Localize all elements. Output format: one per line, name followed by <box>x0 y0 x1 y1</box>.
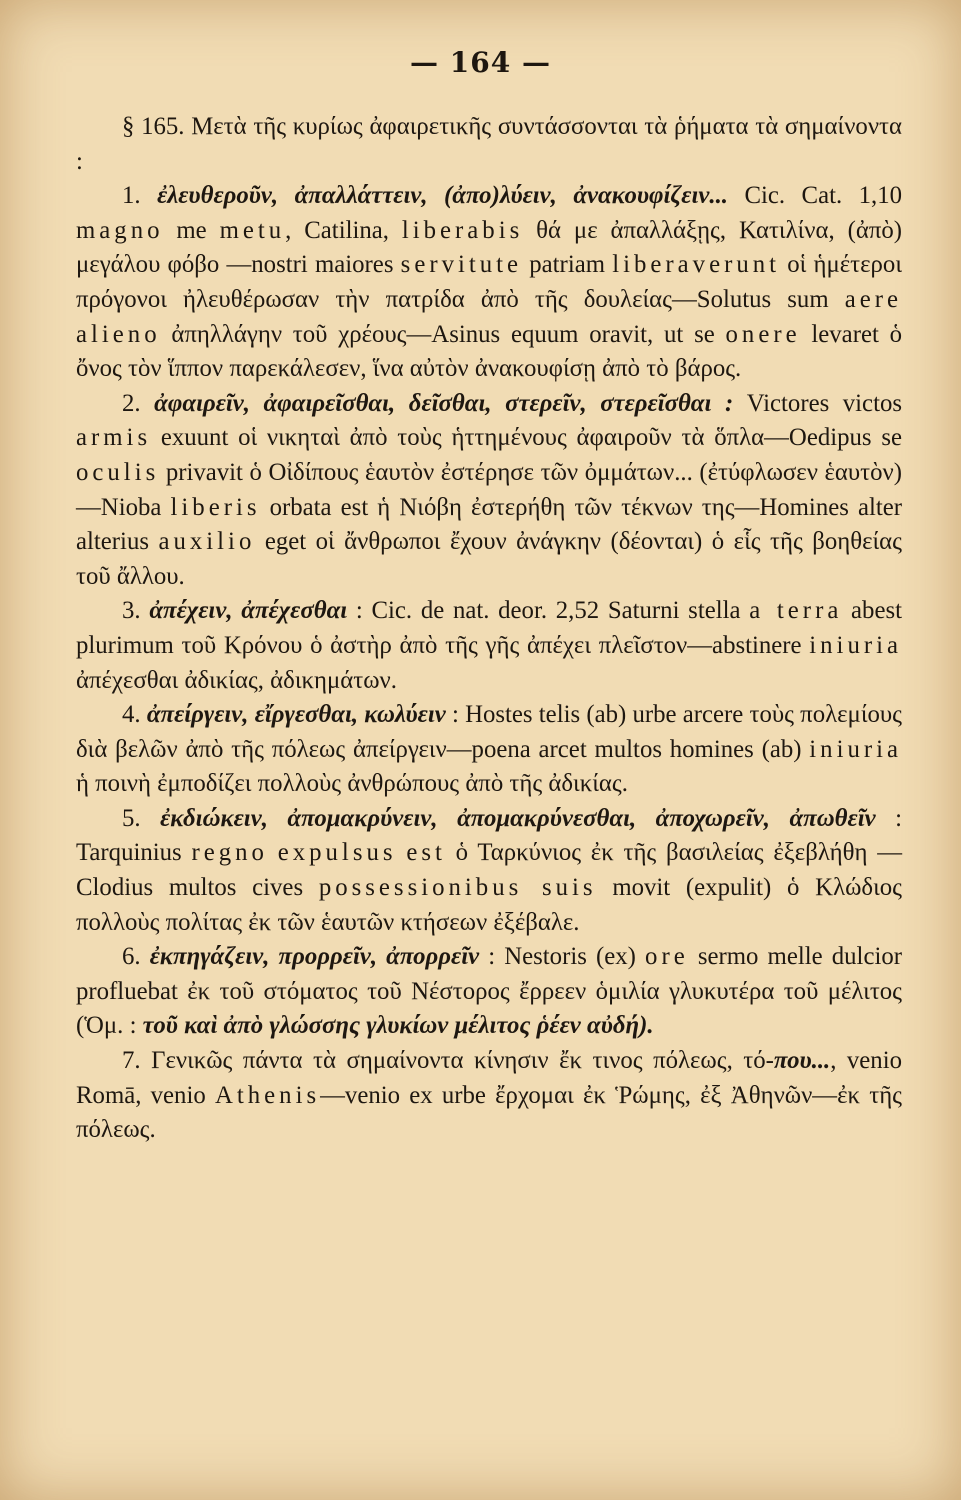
spaced-word: armis <box>76 424 152 452</box>
paragraph-5 <box>76 802 902 940</box>
example-text: exuunt οἱ νικηταὶ ἀπὸ τοὺς ἡττημένους ἀφαιροῦν τὰ ὅπλα—Oedipus se <box>160 424 902 452</box>
example-text: —venio ex urbe ἔρχομαι ἐκ Ῥώμης, ἐξ Ἀθηνῶν—ἐκ τῆς πόλεως. <box>76 1081 902 1144</box>
spaced-word: oculis <box>76 458 160 486</box>
paragraph-keywords: ἀπέχειν, ἀπέχεσθαι <box>149 597 348 625</box>
example-text: : Cic. de nat. deor. 2,52 Saturni stella <box>355 597 741 625</box>
paragraph-6 <box>76 940 902 1044</box>
example-text: Cic. Cat. 1,10 <box>744 182 903 210</box>
paragraph-3 <box>76 594 902 698</box>
example-text: : Hostes telis (ab) urbe arcere τοὺς πολεμίους διὰ βελῶν ἀπὸ τῆς πόλεως ἀπείργειν—poena arcet multos homines (ab) <box>76 701 903 763</box>
example-text: , Catilina, <box>285 216 389 244</box>
example-text: , venio Romā, venio <box>76 1047 902 1109</box>
spaced-word: liberaverunt <box>612 251 781 279</box>
page-body <box>76 110 902 1148</box>
example-text: Victores victos <box>746 389 903 417</box>
paragraph-number: 7. <box>122 1047 141 1075</box>
example-text: sermo melle dulcior profluebat ἐκ τοῦ στόματος τοῦ Νέστορος ἔρρεεν ὁμιλία γλυκυτέρα τοῦ μέλιτος (Ὁμ. : <box>76 943 902 1040</box>
spaced-word: iniuria <box>809 631 902 659</box>
spaced-word: liberis <box>170 493 261 521</box>
example-text: : Nestoris (ex) <box>488 943 636 971</box>
spaced-word: magno <box>76 216 164 244</box>
example-text: levaret ὁ ὄνος τὸν ἵππον παρεκάλεσεν, ἵνα αὐτὸν ἀνακουφίσῃ ἀπὸ τὸ βάρος. <box>76 320 903 383</box>
paragraph-number: 5. <box>122 804 141 832</box>
example-text: patriam <box>529 251 606 279</box>
example-text: θά με ἀπαλλάξῃς, Κατιλίνα, (ἀπὸ) μεγάλου φόβο —nostri maiores <box>76 216 902 279</box>
spaced-word: onere <box>725 320 801 348</box>
paragraph-number: 2. <box>122 389 141 417</box>
paragraph-keywords: ἀφαιρεῖν, ἀφαιρεῖσθαι, δεῖσθαι, στερεῖν, στερεῖσθαι : <box>154 389 734 417</box>
example-text: Γενικῶς πάντα τὰ σημαίνοντα κίνησιν ἔκ τινος πόλεως, τό- <box>151 1047 774 1075</box>
homer-quote: τοῦ καὶ ἀπὸ γλώσσης γλυκίων μέλιτος ῥέεν αὐδή). <box>142 1012 654 1040</box>
example-text: ὁ Ταρκύνιος ἐκ τῆς βασιλείας ἐξεβλήθη — Clodius multos cives <box>76 839 903 902</box>
example-text: abest plurimum τοῦ Κρόνου ὁ ἀστὴρ ἀπὸ τῆς γῆς ἀπέχει πλεῖστον—abstinere <box>76 597 902 659</box>
spaced-word: servitute <box>400 251 523 279</box>
example-text: ἡ ποινὴ ἐμποδίζει πολλοὺς ἀνθρώπους ἀπὸ τῆς ἀδικίας. <box>76 770 628 798</box>
spaced-word: Athenis <box>214 1081 321 1109</box>
paragraph-4 <box>76 698 902 802</box>
paragraph-number: 3. <box>122 597 141 625</box>
spaced-word: aere alieno <box>76 285 902 348</box>
paragraph-2 <box>76 387 902 595</box>
example-text: eget οἱ ἄνθρωποι ἔχουν ἀνάγκην (δέονται) ὁ εἷς τῆς βοηθείας τοῦ ἄλλου. <box>76 528 902 590</box>
example-text: οἱ ἡμέτεροι πρόγονοι ἠλευθέρωσαν τὴν πατρίδα ἀπὸ τῆς δουλείας—Solutus sum <box>76 251 902 313</box>
example-text: privavit ὁ Οἰδίπους ἑαυτὸν ἐστέρησε τῶν ὀμμάτων... (ἐτύφλωσεν ἑαυτὸν)—Nioba <box>76 458 902 521</box>
paragraph-keywords: ἐκπηγάζειν, προρρεῖν, ἀπορρεῖν <box>149 943 480 971</box>
paragraph-keywords: ἀπείργειν, εἴργεσθαι, κωλύειν <box>146 701 446 729</box>
example-text: movit (expulit) ὁ Κλώδιος πολλοὺς πολίτας ἐκ τῶν ἑαυτῶν κτήσεων ἐξέβαλε. <box>76 874 902 936</box>
example-text: ἀπηλλάγην τοῦ χρέους—Asinus equum oravit, ut se <box>171 320 715 348</box>
spaced-word: liberabis <box>401 216 524 244</box>
paragraph-number: 4. <box>122 701 141 729</box>
spaced-word: possessionibus suis <box>318 874 597 902</box>
spaced-word: est <box>406 839 446 867</box>
page-number: — 164 — <box>410 46 551 79</box>
spaced-word: metu <box>219 216 286 244</box>
paragraph-keywords: ἐλευθεροῦν, ἀπαλλάττειν, (ἀπο)λύειν, ἀνακουφίζειν... <box>157 182 728 210</box>
paragraph-number: 1. <box>122 182 141 210</box>
spaced-word: a terra <box>749 597 843 625</box>
emphasis-text: που... <box>773 1047 831 1075</box>
paragraph-keywords: ἐκδιώκειν, ἀπομακρύνειν, ἀπομακρύνεσθαι, ἀποχωρεῖν, ἀπωθεῖν <box>160 804 876 832</box>
example-text: : Tarquinius <box>76 804 903 867</box>
paragraph-number: 6. <box>122 943 141 971</box>
example-text: ἀπέχεσθαι ἀδικίας, ἀδικημάτων. <box>76 666 397 694</box>
paragraph-7 <box>76 1044 902 1148</box>
section-intro-text: § 165. Μετὰ τῆς κυρίως ἀφαιρετικῆς συντάσσονται τὰ ῥήματα τὰ σημαίνοντα : <box>76 113 902 175</box>
spaced-word: auxilio <box>158 528 256 556</box>
spaced-word: ore <box>645 943 689 971</box>
example-text: orbata est ἡ Νιόβη ἐστερήθη τῶν τέκνων της—Homines alter alterius <box>76 493 903 556</box>
section-165-intro <box>76 110 902 179</box>
spaced-word: iniuria <box>809 735 903 763</box>
example-text: me <box>176 216 207 244</box>
paragraph-1 <box>76 179 902 387</box>
spaced-word: regno <box>191 839 268 867</box>
spaced-word: expulsus <box>277 839 397 867</box>
